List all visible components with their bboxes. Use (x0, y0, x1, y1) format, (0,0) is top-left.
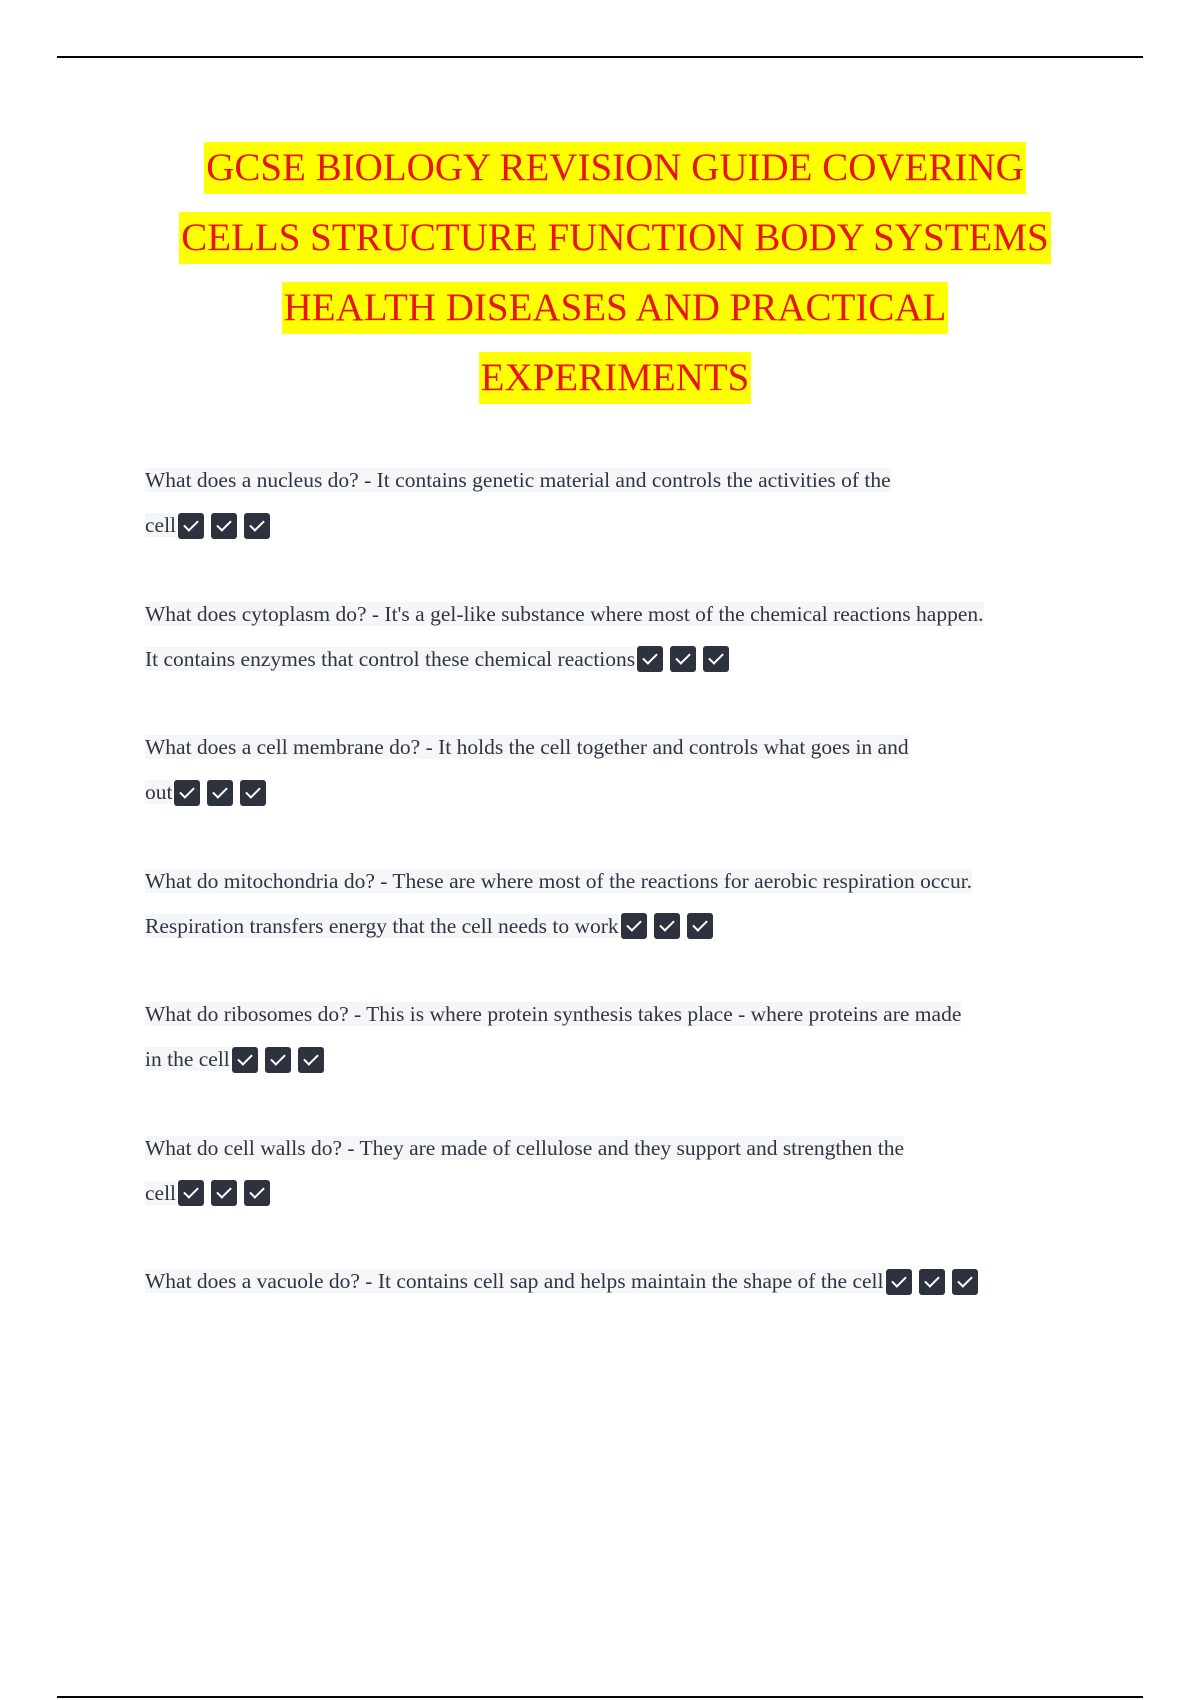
qa-text: What do mitochondria do? - These are where most of the reactions for aerobic respiration occur. (145, 868, 973, 893)
qa-item-mitochondria (145, 859, 1095, 951)
qa-text: What do ribosomes do? - This is where protein synthesis takes place - where proteins are made (145, 1002, 962, 1027)
check-marks (176, 502, 270, 547)
qa-text: What do cell walls do? - They are made of cellulose and they support and strengthen the (145, 1135, 905, 1160)
check-marks (230, 1036, 324, 1081)
check-mark-icon (178, 1180, 204, 1206)
qa-text: What does a nucleus do? - It contains genetic material and controls the activities of the (145, 468, 891, 492)
check-mark-icon (240, 780, 266, 806)
title-line-4: EXPERIMENTS (479, 352, 752, 404)
top-rule (57, 56, 1143, 58)
check-mark-icon (207, 780, 233, 806)
qa-text: It contains enzymes that control these chemical reactions (145, 646, 636, 671)
check-marks (172, 769, 266, 814)
title-line-3: HEALTH DISEASES AND PRACTICAL (282, 282, 949, 334)
check-mark-icon (670, 646, 696, 672)
check-mark-icon (621, 913, 647, 939)
check-mark-icon (244, 513, 270, 539)
bottom-rule (57, 1696, 1143, 1698)
check-mark-icon (952, 1269, 978, 1295)
qa-text: Respiration transfers energy that the cell needs to work (145, 913, 619, 938)
qa-text: What does cytoplasm do? - It's a gel-like substance where most of the chemical reactions happen. (145, 601, 984, 626)
title-line-2: CELLS STRUCTURE FUNCTION BODY SYSTEMS (179, 212, 1050, 264)
check-mark-icon (919, 1269, 945, 1295)
qa-text: out (145, 780, 173, 805)
check-mark-icon (244, 1180, 270, 1206)
check-mark-icon (232, 1047, 258, 1073)
qa-item-vacuole (145, 1259, 1095, 1306)
check-mark-icon (886, 1269, 912, 1295)
check-mark-icon (211, 1180, 237, 1206)
title-line-1: GCSE BIOLOGY REVISION GUIDE COVERING (204, 142, 1026, 194)
check-marks (635, 635, 729, 680)
qa-item-cell-membrane (145, 725, 1095, 817)
check-mark-icon (687, 913, 713, 939)
qa-text: What does a cell membrane do? - It holds the cell together and controls what goes in and (145, 735, 909, 760)
check-marks (176, 1169, 270, 1214)
check-mark-icon (174, 780, 200, 806)
qa-item-nucleus (145, 458, 1095, 550)
qa-item-cytoplasm (145, 592, 1095, 684)
qa-list (145, 458, 1095, 1348)
qa-item-ribosomes (145, 992, 1095, 1084)
qa-text: What does a vacuole do? - It contains cell sap and helps maintain the shape of the cell (145, 1269, 884, 1294)
check-mark-icon (211, 513, 237, 539)
qa-text: cell (145, 513, 177, 537)
check-marks (884, 1258, 978, 1303)
check-mark-icon (637, 646, 663, 672)
check-marks (619, 902, 713, 947)
check-mark-icon (178, 513, 204, 539)
check-mark-icon (654, 913, 680, 939)
qa-text: cell (145, 1180, 177, 1205)
check-mark-icon (265, 1047, 291, 1073)
qa-item-cell-walls (145, 1126, 1095, 1218)
document-title (130, 142, 1100, 422)
qa-text: in the cell (145, 1047, 230, 1072)
check-mark-icon (703, 646, 729, 672)
check-mark-icon (298, 1047, 324, 1073)
